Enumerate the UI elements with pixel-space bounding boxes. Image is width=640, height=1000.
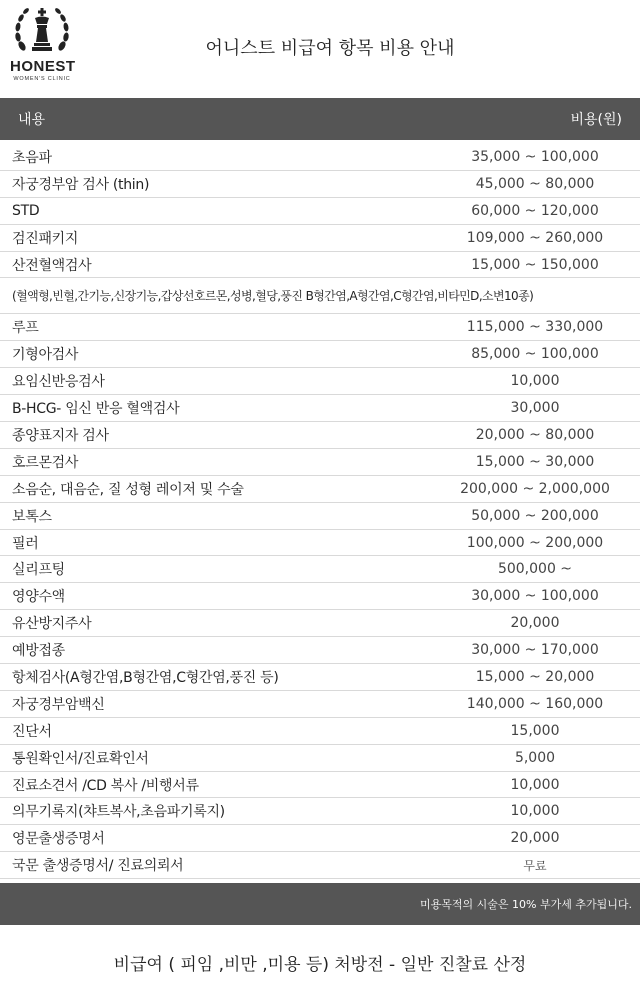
table-row [0,745,640,772]
brand-name: HONEST [10,58,76,75]
item-cost: 15,000 [510,722,560,739]
item-name: B-HCG- 임신 반응 혈액검사 [12,401,180,418]
item-cost: 100,000 ~ 200,000 [466,534,604,551]
item-cost: 15,000 ~ 30,000 [475,453,595,470]
item-cost: 140,000 ~ 160,000 [466,695,604,712]
page-title: 어니스트 비급여 항목 비용 안내 [205,38,455,59]
item-name: 항체검사(A형간염,B형간염,C형간염,풍진 등) [12,669,279,686]
prescription-notice-text: 비급여 ( 피임 ,비만 ,미용 등) 처방전 - 일반 진찰료 산정 [113,955,527,975]
item-name: 예방접종 [12,643,65,660]
item-name: 루프 [12,320,39,337]
table-row [0,449,640,476]
table-row [0,664,640,691]
item-name: 진료소견서 /CD 복사 /비행서류 [12,777,199,794]
item-name: 산전혈액검사 [12,257,92,274]
item-name: 진단서 [12,723,52,740]
table-row [0,610,640,637]
item-cost: 35,000 ~ 100,000 [471,148,599,165]
table-row [0,225,640,252]
item-cost: 60,000 ~ 120,000 [471,202,599,219]
item-name: 필러 [12,535,39,552]
item-name: 기형아검사 [12,347,79,364]
item-cost: 15,000 ~ 20,000 [475,668,595,685]
item-cost: 200,000 ~ 2,000,000 [460,480,610,497]
table-row [0,530,640,557]
item-name: (혈액형,빈혈,간기능,신장기능,갑상선호르몬,성병,혈당,풍진 B형간염,A형간염,C형간염,비타민D,소변10종) [12,289,534,304]
table-row [0,772,640,799]
table-row [0,556,640,583]
item-cost: 30,000 ~ 170,000 [471,642,599,659]
table-row [0,144,640,171]
table-row [0,798,640,825]
item-name: 자궁경부암 검사 (thin) [12,176,150,193]
header-item-label: 내용 [18,112,46,128]
item-name: 영문출생증명서 [12,831,105,848]
item-cost: 45,000 ~ 80,000 [475,175,595,192]
vat-notice: 미용목적의 시술은 10% 부가세 추가됩니다. [420,898,632,911]
header [0,0,640,98]
prescription-notice [0,925,640,1000]
item-cost: 109,000 ~ 260,000 [466,229,604,246]
item-name: 실리프팅 [12,562,65,579]
item-cost: 20,000 ~ 80,000 [475,426,595,443]
item-name: STD [12,202,40,219]
item-cost: 85,000 ~ 100,000 [471,346,599,363]
item-cost: 5,000 [514,749,556,766]
item-name: 국문 출생증명서/ 진료의뢰서 [12,858,184,875]
header-cost-label: 비용(원) [570,112,622,128]
item-name: 유산방지주사 [12,616,92,633]
table-row [0,171,640,198]
table-row [0,314,640,341]
item-cost: 20,000 [510,830,560,847]
item-cost: 30,000 ~ 100,000 [471,588,599,605]
table-row [0,198,640,225]
item-cost: 무료 [523,858,547,873]
item-cost: 10,000 [510,803,560,820]
item-cost: 30,000 [510,400,560,417]
price-table [0,140,640,879]
item-cost: 500,000 ~ [497,561,573,578]
table-row [0,422,640,449]
item-cost: 10,000 [510,373,560,390]
item-name: 호르몬검사 [12,454,79,471]
table-row [0,341,640,368]
item-cost: 50,000 ~ 200,000 [471,507,599,524]
vat-notice-bar [0,883,640,925]
item-name: 종양표지자 검사 [12,427,109,444]
table-row [0,637,640,664]
table-row [0,852,640,879]
table-row [0,252,640,279]
table-row [0,476,640,503]
item-cost: 10,000 [510,776,560,793]
table-row [0,278,640,314]
table-row [0,395,640,422]
item-name: 요임신반응검사 [12,374,105,391]
table-row [0,691,640,718]
item-name: 의무기록지(챠트복사,초음파기록지) [12,804,225,821]
table-row [0,583,640,610]
item-cost: 115,000 ~ 330,000 [466,319,604,336]
table-row [0,368,640,395]
table-row [0,718,640,745]
table-header [0,98,640,140]
item-name: 자궁경부암백신 [12,696,105,713]
item-name: 초음파 [12,149,52,166]
item-name: 보톡스 [12,508,52,525]
item-cost: 15,000 ~ 150,000 [471,256,599,273]
item-cost: 20,000 [510,615,560,632]
table-row [0,503,640,530]
item-name: 통원확인서/진료확인서 [12,750,149,767]
brand-tagline: WOMEN'S CLINIC [13,76,71,82]
item-name: 검진패키지 [12,230,79,247]
item-name: 영양수액 [12,589,65,606]
item-name: 소음순, 대음순, 질 성형 레이저 및 수술 [12,481,244,498]
table-row [0,825,640,852]
